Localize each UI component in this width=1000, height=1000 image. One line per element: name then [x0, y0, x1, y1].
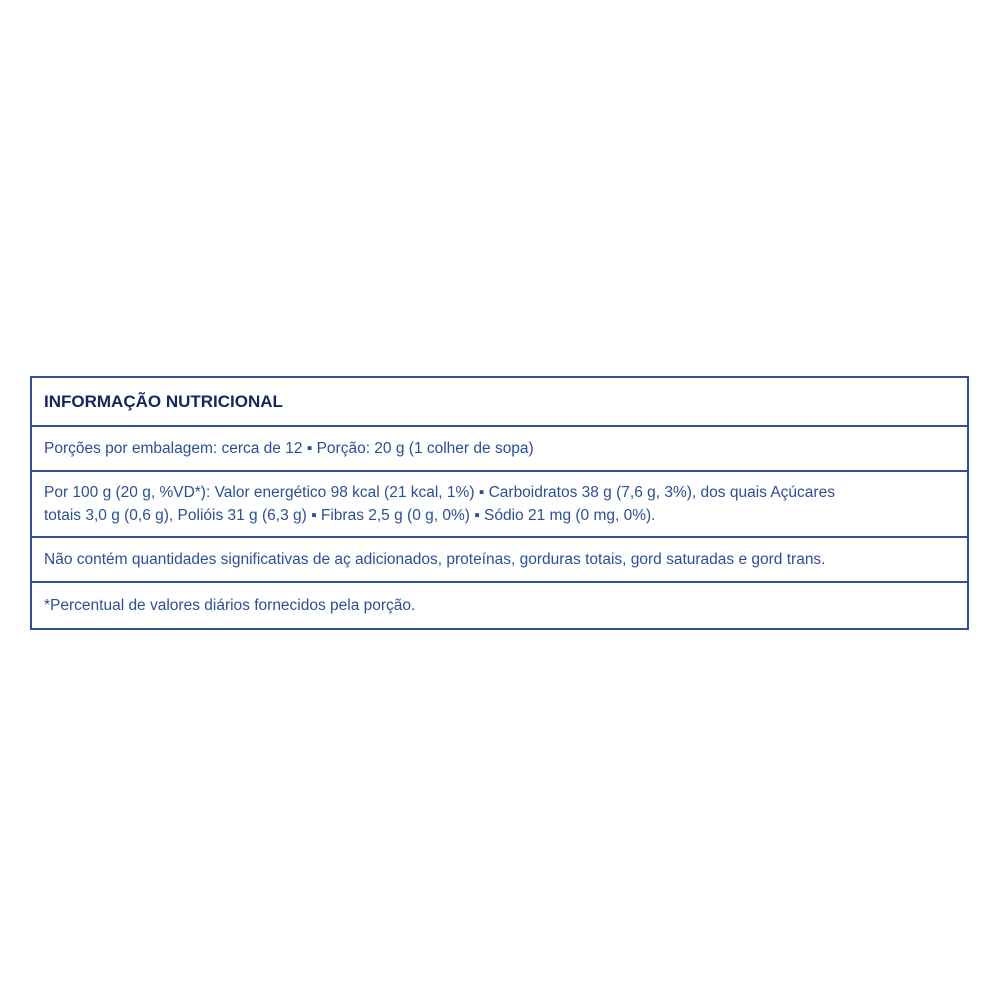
nutrient-values-line-2: totais 3,0 g (0,6 g), Polióis 31 g (6,3 g) ▪ Fibras 2,5 g (0 g, 0%) ▪ Sódio 21 mg (0 mg, 0%).: [44, 507, 656, 524]
nutrient-values-row: [32, 472, 967, 538]
nutrient-values-text: [44, 481, 835, 527]
portions-row: [32, 427, 967, 472]
not-significant-row: [32, 538, 967, 583]
nutrient-values-line-1: Por 100 g (20 g, %VD*): Valor energético 98 kcal (21 kcal, 1%) ▪ Carboidratos 38 g (7,6 g, 3%), dos quais Açúcares: [44, 484, 835, 501]
not-significant-text: Não contém quantidades significativas de aç adicionados, proteínas, gorduras totais, gord saturadas e gord trans.: [44, 551, 826, 568]
footnote-row: [32, 583, 967, 630]
footnote-text: *Percentual de valores diários fornecidos pela porção.: [44, 597, 416, 614]
portions-text: Porções por embalagem: cerca de 12 ▪ Porção: 20 g (1 colher de sopa): [44, 440, 534, 457]
table-title: INFORMAÇÃO NUTRICIONAL: [44, 392, 283, 411]
nutrition-facts-table: [30, 376, 969, 630]
table-title-row: [32, 378, 967, 427]
